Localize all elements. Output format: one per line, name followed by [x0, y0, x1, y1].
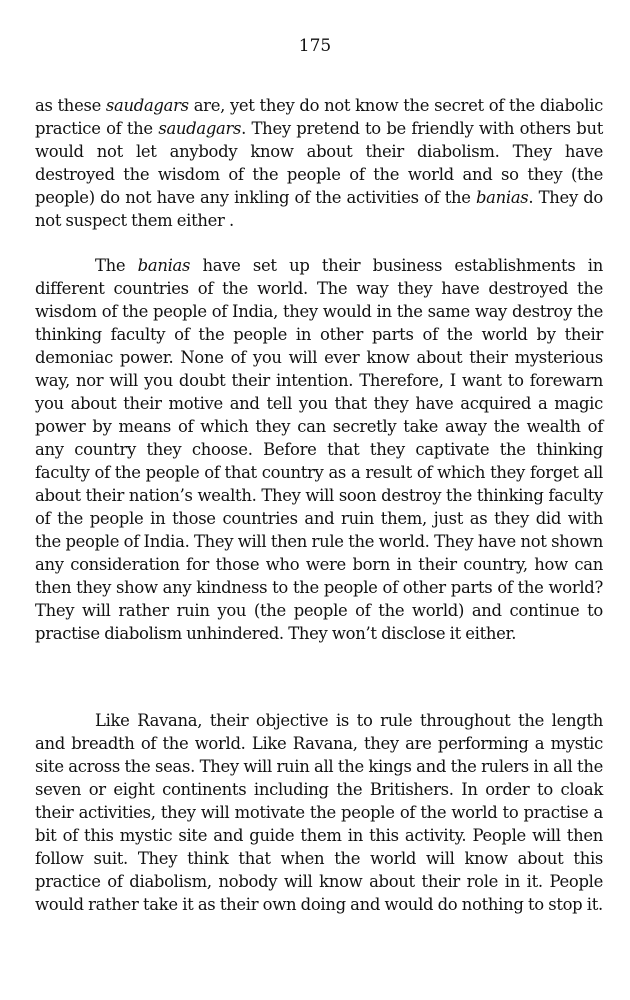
- paragraph-1-run-4: saudagars: [158, 119, 242, 138]
- paragraph-3: [35, 709, 603, 916]
- paragraph-1-run-6: banias: [475, 188, 529, 207]
- paragraph-1: [35, 94, 603, 232]
- paragraph-2: [35, 254, 603, 645]
- paragraph-1-run-1: as these: [35, 96, 106, 115]
- paragraph-1-run-7: . They do not suspect them either .: [35, 188, 603, 230]
- paragraph-2-run-1: The: [95, 256, 138, 275]
- paragraph-1-run-3: are, yet they do not know the secret of the diabolic practice of the: [35, 96, 603, 138]
- paragraph-2-run-3: have set up their business establishments in different countries of the world. The way they have destroyed the wisdom of the people of India, they would in the same way destroy the thinking faculty of the people in other parts of the world by their demoniac power. None of you will ever know about their mysterious way, nor will you doubt their intention. Therefore, I want to forewarn you about their motive and tell you that they have acquired a magic power by means of which they can secretly take away the wealth of any country they choose. Before that they captivate the thinking faculty of the people of that country as a result of which they forget all about their nation’s wealth. They will soon destroy the thinking faculty of the people in those countries and ruin them, just as they did with the people of India. They will then rule the world. They have not shown any consideration for those who were born in their country, how can then they show any kindness to the people of other parts of the world? They will rather ruin you (the people of the world) and continue to practise diabolism unhindered. They won’t disclose it either.: [35, 256, 603, 643]
- paragraph-1-run-2: saudagars: [105, 96, 189, 115]
- paragraph-3-run-1: Like Ravana, their objective is to rule throughout the length and breadth of the world. Like Ravana, they are performing a mystic site across the seas. They will ruin all the kings and the rulers in all the seven or eight continents including the Britishers. In order to cloak their activities, they will motivate the people of the world to practise a bit of this mystic site and guide them in this activity. People will then follow suit. They think that when the world will know about this practice of diabolism, nobody will know about their role in it. People would rather take it as their own doing and would do nothing to stop it.: [35, 711, 603, 914]
- paragraph-1-run-5: . They pretend to be friendly with others but would not let anybody know about their diabolism. They have destroyed the wisdom of the people of the world and so they (the people) do not have any inkling of the activities of the: [35, 119, 603, 207]
- page-number: 175: [298, 36, 332, 56]
- paragraph-2-run-2: banias: [137, 256, 191, 275]
